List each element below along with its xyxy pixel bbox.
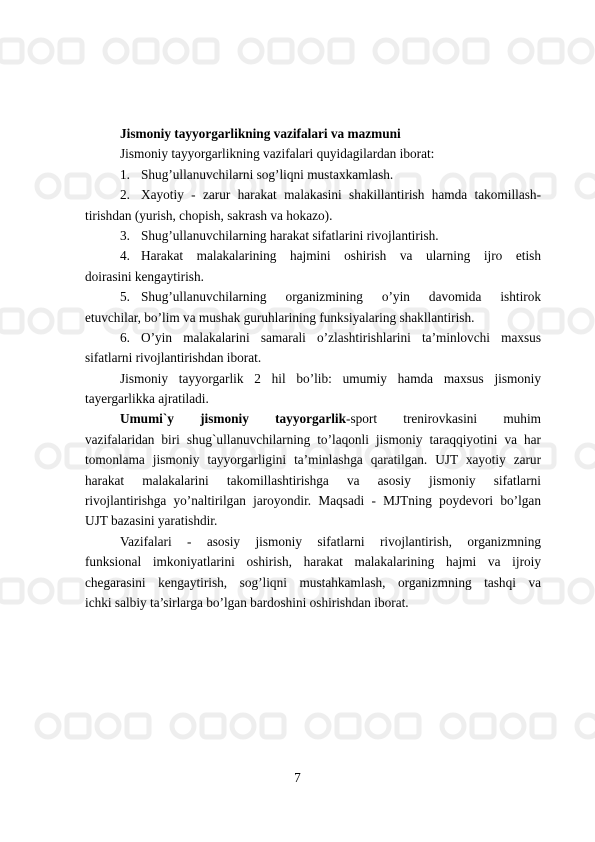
watermark-mark <box>37 715 149 737</box>
watermark-mark <box>105 40 217 62</box>
list-text: Shug’ullanuvchilarni sog’liqni mustaxkamlash. <box>141 166 394 182</box>
list-item-continuation: tirishdan (yurish, chopish, sakrash va hokazo). <box>85 207 333 223</box>
watermark-mark <box>510 40 595 62</box>
document-body <box>85 124 541 613</box>
list-item-continuation: doirasini kengaytirish. <box>85 268 204 284</box>
page-number: 7 <box>294 770 301 785</box>
paragraph-line: harakat malakalarini takomillashtirishga va asosiy jismoniy sifatlarni <box>85 472 541 488</box>
paragraph-line: vazifalaridan biri shug`ullanuvchilarning to’laqonli jismoniy taraqqiyotini va har <box>85 431 541 447</box>
list-item <box>85 246 541 266</box>
paragraph-line: UJT bazasini yaratishdir. <box>85 513 218 529</box>
watermark-mark <box>0 40 82 62</box>
list-item-continuation: sifatlarni rivojlantirishdan iborat. <box>85 350 262 366</box>
watermark-mark <box>240 40 352 62</box>
list-number: 6. <box>120 329 130 345</box>
list-text: Xayotiy - zarur harakat malakasini shakillantirish hamda takomillash- <box>141 187 541 203</box>
section-heading: Jismoniy tayyorgarlikning vazifalari va mazmuni <box>120 126 401 141</box>
list-item <box>85 165 541 185</box>
watermark-mark <box>375 40 487 62</box>
list-item <box>85 185 541 205</box>
list-number: 2. <box>120 187 130 203</box>
list-text: Harakat malakalarining hajmini oshirish va ularning ijro etish <box>141 248 541 264</box>
list-item <box>85 287 541 307</box>
watermark-mark <box>442 715 554 737</box>
list-number: 1. <box>120 166 130 182</box>
list-item <box>85 226 541 246</box>
watermark-mark <box>0 310 82 332</box>
list-text: Shug’ullanuvchilarning harakat sifatlarini rivojlantirish. <box>141 227 439 243</box>
list-number: 3. <box>120 227 130 243</box>
bold-term: Umumi`y jismoniy tayyorgarlik <box>120 411 347 427</box>
paragraph-line: Jismoniy tayyorgarlik 2 hil bo’lib: umumiy hamda maxsus jismoniy <box>120 370 541 386</box>
list-number: 4. <box>120 248 130 264</box>
paragraph-line: tayergarlikka ajratiladi. <box>85 391 209 407</box>
intro-paragraph: Jismoniy tayyorgarlikning vazifalari quyidagilardan iborat: <box>120 146 435 162</box>
paragraph-line: Vazifalari - asosiy jismoniy sifatlarni rivojlantirish, organizmning <box>120 533 541 549</box>
watermark-mark <box>577 715 595 737</box>
paragraph-line <box>85 409 541 429</box>
watermark-mark <box>577 445 595 467</box>
paragraph-line: tomonlama jismoniy tayyorgarligini ta’minlashga qaratilgan. UJT xayotiy zarur <box>85 452 541 468</box>
paragraph-line: ichki salbiy ta’sirlarga bo’lgan bardoshini oshirishdan iborat. <box>85 594 409 610</box>
watermark-mark <box>172 715 284 737</box>
list-item <box>85 328 541 348</box>
watermark-mark <box>577 175 595 197</box>
list-text: O’yin malakalarini samarali o’zlashtirishlarini ta’minlovchi maxsus <box>141 329 541 345</box>
list-number: 5. <box>120 289 130 305</box>
list-text: Shug’ullanuvchilarning organizmining o’yin davomida ishtirok <box>141 289 541 305</box>
paragraph-line: rivojlantirishga yo’naltirilgan jaroyondir. Maqsadi - MJTning poydevori bo’lgan <box>85 493 541 509</box>
paragraph-line: chegarasini kengaytirish, sog’liqni mustahkamlash, organizmning tashqi va <box>85 574 541 590</box>
paragraph-line: funksional imkoniyatlarini oshirish, harakat malakalarining hajmi va ijroiy <box>85 554 541 570</box>
paragraph-text: -sport trenirovkasini muhim <box>346 411 541 427</box>
watermark-mark <box>307 715 419 737</box>
list-item-continuation: etuvchilar, bo’lim va mushak guruhlarining funksiyalaring shakllantirish. <box>85 309 475 325</box>
watermark-mark <box>0 580 82 602</box>
